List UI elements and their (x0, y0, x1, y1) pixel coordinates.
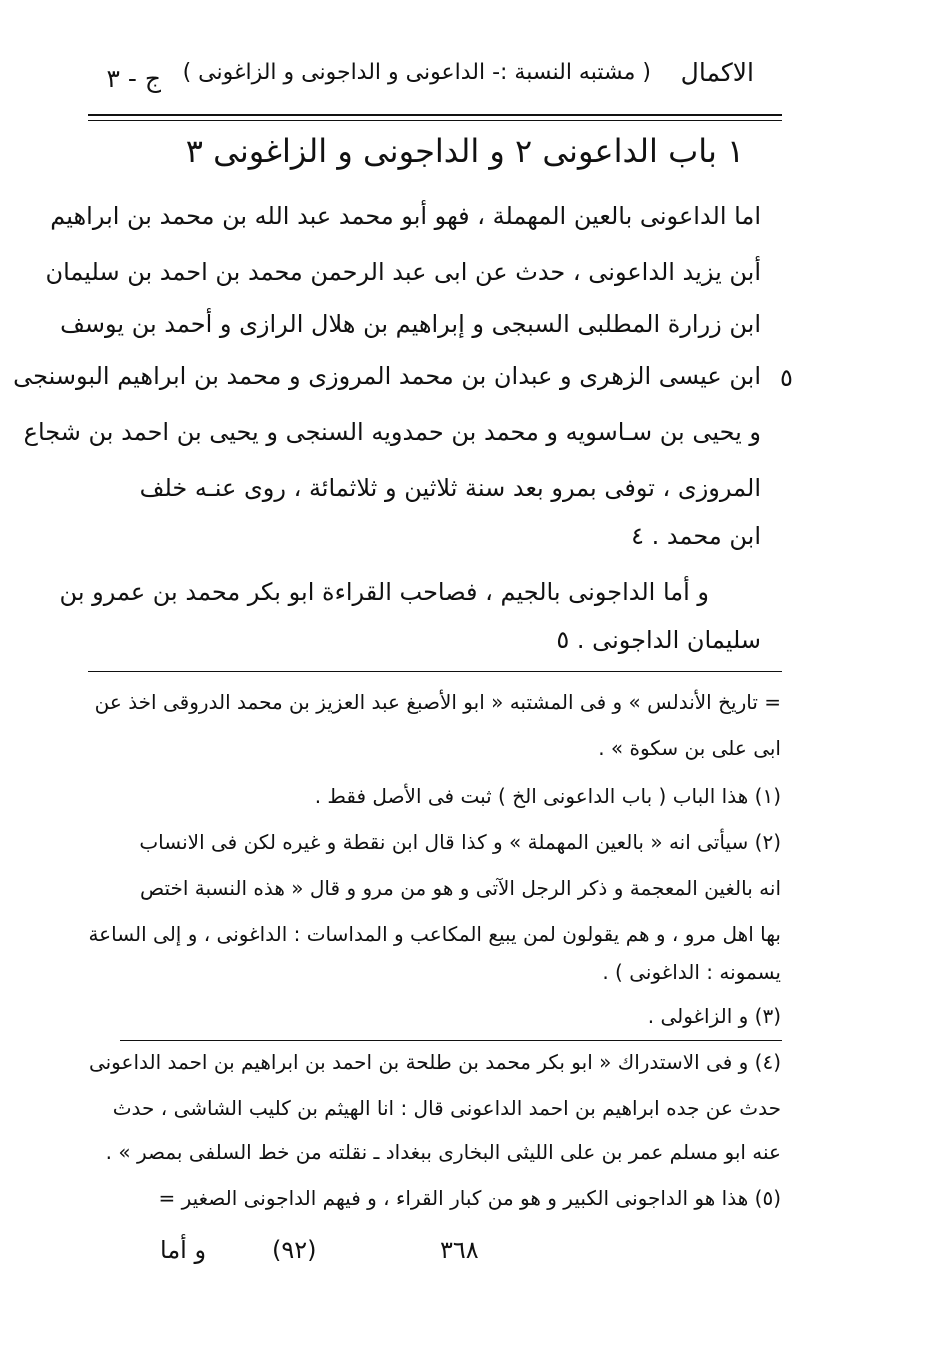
footnote-line: حدث عن جده ابراهيم بن احمد الداعونى قال : انا الهيثم بن كليب الشاشى ، حدث (112, 1096, 781, 1120)
body-line: و أما الداجونى بالجيم ، فصاحب القراءة ابو بكر محمد بن عمرو بن (59, 578, 709, 606)
header-rule-bottom (88, 120, 782, 121)
footnote-line: (٥) هذا هو الداجونى الكبير و هو من كبار القراء ، و فيهم الداجونى الصغير = (158, 1186, 781, 1210)
body-line: المروزى ، توفى بمرو بعد سنة ثلاثين و ثلاثمائة ، روى عنـه خلف (139, 474, 761, 502)
body-line: ابن عيسى الزهرى و عبدان بن محمد المروزى و محمد بن ابراهيم البوسنجى (13, 362, 761, 390)
footnote-line: (٤) و فى الاستدراك « ابو بكر محمد بن طلحة بن احمد بن ابراهيم بن احمد الداعونى (88, 1050, 781, 1074)
header-volume: ج - ٣ (106, 64, 161, 93)
footnote-line: عنه ابو مسلم عمر بن على الليثى البخارى ببغداد ـ نقلته من خط السلفى بمصر » . (105, 1140, 781, 1164)
header-subject: ( مشتبه النسبة :- الداعونى و الداجونى و الزاغونى ) (182, 60, 651, 85)
footnote-line: بها اهل مرو ، و هم يقولون لمن يبيع المكاعب و المداسات : الداغونى ، و إلى الساعة (88, 922, 781, 946)
body-line: سليمان الداجونى . ٥ (556, 626, 761, 654)
footnote-line: انه بالغين المعجمة و ذكر الرجل الآتى و هو من مرو و قال « هذه النسبة اختص (139, 876, 781, 900)
footnote-line: = تاريخ الأندلس » و فى المشتبه « ابو الأصبغ عبد العزيز بن محمد الدروقى اخذ عن (94, 690, 781, 714)
page-number: ٣٦٨ (440, 1236, 479, 1264)
body-line: ابن زرارة المطلبى السبجى و إبراهيم بن هلال الرازى و أحمد بن يوسف (60, 310, 761, 338)
footnote-line: (٢) سيأتى انه « بالعين المهملة » و كذا قال ابن نقطة و غيره لكن فى الانساب (139, 830, 781, 854)
header-rule-top (88, 114, 782, 116)
margin-line-number: ٥ (780, 364, 793, 392)
body-line: ابن محمد . ٤ (631, 522, 761, 550)
footnote-line: (٣) و الزاغولى . (647, 1004, 781, 1028)
body-line: و يحيى بن سـاسويه و محمد بن حمدويه السنجى و يحيى بن احمد بن شجاع (23, 418, 761, 446)
chapter-title: ١ باب الداعونى ٢ و الداجونى و الزاغونى ٣ (185, 132, 745, 170)
footnote-separator (88, 671, 782, 672)
footnote-line: يسمونه : الداغونى ) . (602, 960, 781, 984)
footnote-line: ابى على بن سكوة » . (598, 736, 781, 760)
body-line: اما الداعونى بالعين المهملة ، فهو أبو محمد عبد الله بن محمد بن ابراهيم (50, 202, 761, 230)
body-line: أبن يزيد الداعونى ، حدث عن ابى عبد الرحمن محمد بن احمد بن سليمان (45, 258, 761, 286)
footnote-line: (١) هذا الباب ( باب الداعونى الخ ) ثبت فى الأصل فقط . (314, 784, 781, 808)
catchword: و أما (160, 1236, 207, 1264)
footnote-inner-separator (120, 1040, 782, 1041)
sheet-number: (٩٢) (272, 1236, 317, 1264)
header-book-title: الاكمال (680, 58, 754, 87)
